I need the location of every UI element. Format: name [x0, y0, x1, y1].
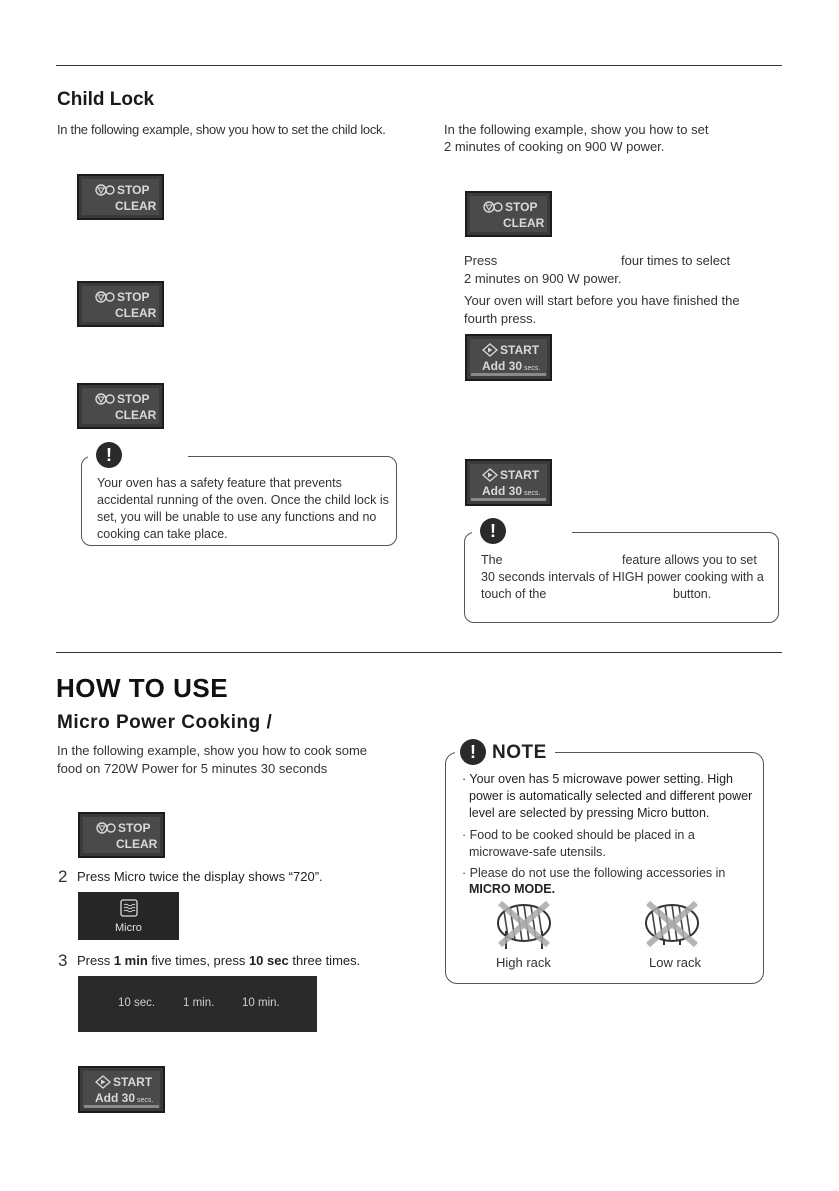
note-box — [445, 752, 764, 984]
child-lock-title: Child Lock — [57, 89, 155, 110]
micro-label: Micro — [115, 922, 142, 934]
stop-label: STOP — [117, 392, 150, 406]
how-to-use-intro-line1: In the following example, show you how to cook some — [57, 743, 368, 758]
stop-clear-button[interactable] — [77, 174, 164, 220]
add30-label: Add 30 secs. — [482, 484, 541, 498]
press-four-times: four times to select — [621, 253, 731, 268]
start-add30-button[interactable] — [78, 1066, 165, 1113]
stop-label: STOP — [117, 290, 150, 304]
caution-feature: feature allows you to set — [622, 553, 757, 567]
stop-icon — [95, 183, 117, 197]
step-3-text: Press 1 min five times, press 10 sec three times. — [77, 953, 361, 968]
how-to-use-intro-line2: food on 720W Power for 5 minutes 30 seconds — [57, 761, 328, 776]
how-to-use-title: HOW TO USE — [56, 673, 229, 703]
child-lock-intro: In the following example, show you how to set the child lock. — [57, 122, 386, 137]
one-min-button[interactable]: 1 min. — [183, 997, 215, 1009]
low-rack-label: Low rack — [649, 955, 702, 970]
note-bullet2-line2: microwave-safe utensils. — [469, 845, 606, 859]
child-lock-caution-text: Your oven has a safety feature that prevents accidental running of the oven. Once the child lock is set, you will be unable to use any functions and no cooking can take place. — [97, 476, 389, 541]
stop-label: STOP — [505, 200, 538, 214]
start-add30-button[interactable] — [465, 334, 552, 381]
note-micro-mode: MICRO MODE. — [469, 882, 556, 896]
ten-min-button[interactable]: 10 min. — [242, 997, 280, 1009]
low-rack-icon — [642, 901, 702, 951]
start-add30-button[interactable] — [465, 459, 552, 506]
stop-clear-button[interactable] — [78, 812, 165, 858]
stop-label: STOP — [117, 183, 150, 197]
warning-icon: ! — [96, 442, 122, 468]
stop-icon — [483, 200, 505, 214]
clear-label: CLEAR — [115, 199, 157, 213]
warning-icon: ! — [480, 518, 506, 544]
start-icon — [482, 343, 498, 357]
step-3-number: 3 — [58, 951, 68, 970]
stop-clear-button[interactable] — [77, 281, 164, 327]
stop-clear-button[interactable] — [77, 383, 164, 429]
note-title: NOTE — [492, 742, 547, 763]
start-icon — [482, 468, 498, 482]
oven-start-line2: fourth press. — [464, 311, 537, 326]
stop-icon — [95, 392, 117, 406]
note-warning-icon: ! — [460, 739, 486, 765]
quick-start-intro-line1: In the following example, show you how to set — [444, 122, 709, 137]
clear-label: CLEAR — [503, 216, 545, 230]
oven-start-line1: Your oven will start before you have finished the — [464, 293, 740, 308]
note-bullet1-line2: power is automatically selected and different power — [469, 789, 753, 803]
stop-clear-button[interactable] — [465, 191, 552, 237]
start-label: START — [500, 343, 540, 357]
quick-start-intro-line2: 2 minutes of cooking on 900 W power. — [444, 139, 665, 154]
caution-intervals: 30 seconds intervals of HIGH power cooking with a — [481, 570, 764, 584]
child-lock-caution-box — [81, 456, 397, 546]
add30-label: Add 30 secs. — [95, 1091, 154, 1105]
stop-label: STOP — [118, 821, 151, 835]
start-icon — [95, 1075, 111, 1089]
clear-label: CLEAR — [115, 306, 157, 320]
caution-the: The — [481, 553, 503, 567]
note-bullet1-line3: level are selected by pressing Micro button. — [469, 806, 710, 820]
note-bullet1-line1: · Your oven has 5 microwave power setting. High — [462, 772, 733, 786]
high-rack-label: High rack — [496, 955, 551, 970]
clear-label: CLEAR — [116, 837, 158, 851]
caution-touch: touch of the — [481, 587, 547, 601]
start-label: START — [500, 468, 540, 482]
note-bullet2-line1: · Food to be cooked should be placed in a — [462, 828, 695, 842]
step-2-number: 2 — [58, 867, 68, 886]
add30-label: Add 30 secs. — [482, 359, 541, 373]
time-button-panel — [78, 976, 317, 1032]
quick-start-caution-box — [464, 532, 779, 623]
press-word: Press — [464, 253, 498, 268]
micro-icon — [120, 899, 138, 917]
high-rack-icon — [494, 901, 554, 951]
top-rule — [56, 65, 782, 66]
stop-icon — [95, 290, 117, 304]
ten-sec-button[interactable]: 10 sec. — [118, 997, 156, 1009]
caution-button: button. — [673, 587, 712, 601]
note-bullet3-line1: · Please do not use the following accessories in — [462, 866, 726, 880]
step-2-text: Press Micro twice the display shows “720”. — [77, 869, 323, 884]
clear-label: CLEAR — [115, 408, 157, 422]
stop-icon — [96, 821, 118, 835]
start-label: START — [113, 1075, 153, 1089]
micro-button[interactable] — [78, 892, 179, 940]
press-select-text: 2 minutes on 900 W power. — [464, 271, 622, 286]
section-rule — [56, 652, 782, 653]
micro-power-subtitle: Micro Power Cooking / — [57, 712, 273, 733]
